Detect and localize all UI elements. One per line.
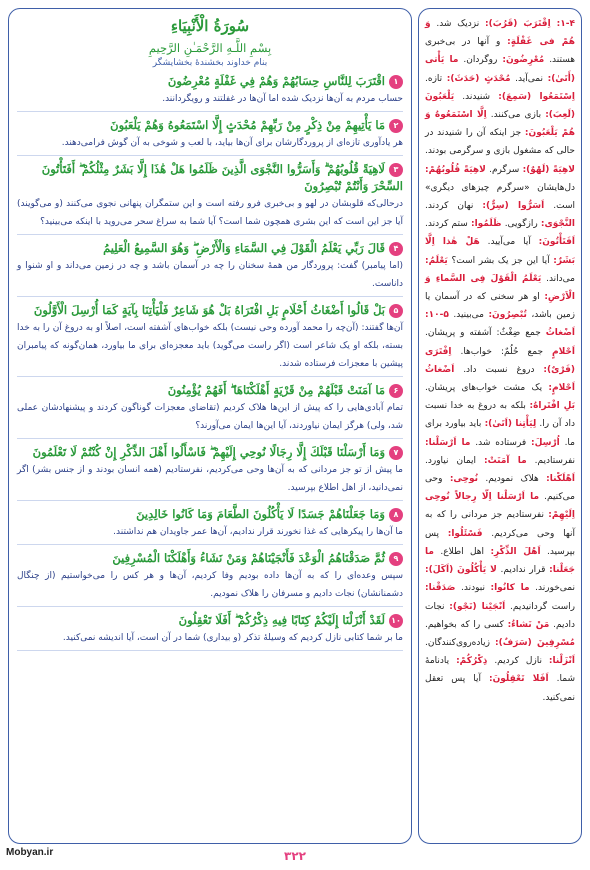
vocab-meaning: پس بپرسید. [425,528,575,557]
vocab-meaning: تازه. [425,73,447,84]
vocab-meaning: زیاده‌روی‌کنندگان. [425,637,495,648]
vocab-meaning: جز اینکه آن را شنیدند در حالی که مشغول بازی و سرگرمی بودند. [425,128,575,157]
vocab-meaning: یادنامهٔ شما. [425,656,575,685]
verse-translation: درحالی‌که قلوبشان در لهو و بی‌خبری فرو رفته است و این ستمگران پنهانی نجوی می‌کنند (و می‌گویند) آیا جز این است که این بشری همچون شما است؟ آیا شما به سراغ سحر می‌روید با اینکه می‌بینید؟ [17,199,403,227]
vocab-meaning: نجات دادیم. [425,601,575,630]
vocab-keyword: ۵-۱۰: اَضْغاثُ [425,310,575,339]
vocab-keyword: النَّجْوَی: [540,219,575,230]
vocab-meaning: نفرستادیم جز مردانی را که به آنها وحی می‌کردیم. [425,510,576,539]
verse-arabic-text: وَمَا أَرْسَلْنَا قَبْلَكَ إِلَّا رِجَالًا نُوحِي إِلَيْهِمْ ۖ فَاسْأَلُوا أَهْلَ الذِّكْرِ إِنْ كُنْتُمْ لَا تَعْلَمُونَ [32,445,385,459]
verse-list [17,73,403,651]
vocab-keyword: ذِكْرُكُمْ: [456,656,488,667]
verse-arabic [17,73,403,90]
verse-arabic [17,117,403,134]
vocab-keyword: ما كانُوا: [490,583,530,594]
basmala: بِسْمِ اللَّـهِ الرَّحْمَـٰنِ الرَّحِيمِ [148,41,272,55]
basmala-translation: بنام خداوند بخشندۀ بخشایشگر [152,58,268,68]
quran-text-panel [8,8,412,844]
vocab-keyword: مُعْرِضُونَ: [502,55,545,66]
vocab-meaning: نازل کردیم. [487,656,549,667]
vocabulary-panel [418,8,582,844]
verse-arabic-text: وَمَا جَعَلْنَاهُمْ جَسَدًا لَا يَأْكُلُونَ الطَّعَامَ وَمَا كَانُوا خَالِدِينَ [136,507,385,521]
vocab-keyword: اَهْلَ الذِّكْرِ: [490,546,541,557]
verse-translation: تمام آبادی‌هایی را که پیش از این‌ها هلاک کردیم (تقاضای معجزات گوناگون کردند و پیشنهادشان عملی شد، ولی) هرگز ایمان نیاوردند، آیا این‌ها ایمان می‌آورند؟ [17,403,403,431]
verse [17,550,403,607]
verse-arabic-text: مَا آمَنَتْ قَبْلَهُمْ مِنْ قَرْيَةٍ أَهْلَكْنَاهَا ۖ أَفَهُمْ يُؤْمِنُونَ [167,383,385,397]
verse-number-badge: ۲ [389,119,403,133]
verse-divider [17,376,403,377]
vocab-meaning: جمع حُلُمٌ: خواب‌ها. [451,346,552,357]
verse-number-badge: ۱ [389,75,403,89]
vocab-keyword: اِلَّا اسْتَمَعُوهُ وَ هُمْ یَلْعَبُونَ: [425,110,575,139]
vocab-meaning: نبودند. [455,583,491,594]
verse-arabic [17,302,403,319]
vocab-keyword: نُوحِی: [449,474,479,485]
vocab-keyword: یَلْعَبُونَ (لَعِبَ): [425,91,575,121]
site-brand: Mobyan.ir [6,847,54,858]
vocab-keyword: هَلْ هٰذا اِلَّا بَشَرٌ: [425,237,575,266]
vocab-keyword: اَهْلَكْنا: [546,474,575,485]
vocab-meaning: دروغ نسبت داد. [454,364,544,375]
vocab-keyword: ما اَرْسَلْنا: [425,437,471,448]
vocab-meaning: می‌داند. [541,273,576,284]
vocab-keyword: لِیَأْتِنا (اَتَیٰ): [484,419,537,430]
vocab-meaning: فرستاده شد. [470,437,532,448]
vocab-keyword: اَضْغاثُ اَحْلامٍ: [425,364,575,394]
vocab-meaning: آیا این جز یک بشر است؟ [447,255,554,266]
vocab-keyword: فَسْئَلُوا: [447,528,483,539]
vocab-meaning: شنیدند. [454,91,499,102]
verse-number-badge: ۶ [389,384,403,398]
verse-translation: آن‌ها گفتند: (آن‌چه را محمد آورده وحی نیست) بلکه خواب‌های آشفته است، اصلاً او به دروغ آن را به خدا بسته، بلکه او یک شاعر است (اگر راست می‌گوید) باید معجزه‌ای برای ما بیاورد، همان‌گونه که پیامبران پیشین با معجزات فرستاده شدند. [17,323,403,369]
vocab-meaning: یک مشت خواب‌های پریشان. [425,383,549,394]
vocab-keyword: صَدَقْنا: [425,583,456,594]
vocab-meaning: روگردان. [458,55,503,66]
vocab-keyword: اُرْسِلَ: [531,437,560,448]
vocab-keyword: مُسْرِفِینَ (سَرَفٌ): [495,637,575,648]
verse-arabic [17,550,403,567]
verse-translation: هر یادآوری تازه‌ای از پروردگارشان برای آن‌ها بیاید، با لعب و شوخی به آن گوش فرامی‌دهند. [61,138,403,148]
vocab-keyword: ظَلَمُوا: [470,219,502,230]
verse-translation: حساب مردم به آن‌ها نزدیک شده اما آن‌ها در غفلتند و رویگردانند. [162,94,403,104]
vocab-meaning: و آنها در بی‌خبری هستند. [425,37,575,66]
vocab-keyword: ما آمَنَتْ: [484,455,527,466]
verse-arabic-text: لَاهِيَةً قُلُوبُهُمْ ۗ وَأَسَرُّوا النَّجْوَى الَّذِينَ ظَلَمُوا هَلْ هَٰذَا إِلَّا بَشَرٌ مِثْلُكُمْ ۖ أَفَتَأْتُونَ السِّحْرَ وَأَنْتُمْ تُبْصِرُونَ [41,162,403,193]
verse-number-badge: ۷ [389,446,403,460]
vocab-keyword: ۱-۴: اِقْتَرَبَ (قَرُبَ): [484,19,575,29]
vocab-meaning: اهل اطلاع. [433,546,491,557]
vocab-keyword: تُبْصِرُونَ: [488,310,527,321]
verse-arabic-text: مَا يَأْتِيهِمْ مِنْ ذِكْرٍ مِنْ رَبِّهِمْ مُحْدَثٍ إِلَّا اسْتَمَعُوهُ وَهُمْ يَلْعَبُونَ [110,118,385,132]
vocab-keyword: لا یَأْكُلُونَ (اَكَلَ): [425,565,497,576]
verse [17,161,403,235]
verse-arabic [17,444,403,461]
page-number: ۳۲۲ [284,849,306,863]
vocab-keyword: ما یَأْتی (أَتَیٰ): [425,55,575,84]
verse-arabic [17,506,403,523]
vocab-keyword: یَعْلَمُ: [425,255,448,266]
vocab-keyword: اَحْلامٍ [551,346,575,357]
vocab-keyword: اَسَرُّوا (سِرٌّ): [482,201,545,212]
verse-number-badge: ۳ [389,163,403,177]
verse-number-badge: ۹ [389,552,403,566]
vocab-meaning: وحی می‌کنیم. [425,474,575,503]
verse-divider [17,650,403,651]
vocab-meaning: کسی را که بخواهیم. [425,619,508,630]
verse-translation: ما بر شما کتابی نازل کردیم که وسیلهٔ تذکر (و بیداری) شما در آن است، آیا اندیشه نمی‌کنید. [62,633,403,643]
sura-title: سُورَةُ الْأَنْبِيَاءِ [170,17,250,35]
verse-arabic-text: لَقَدْ أَنْزَلْنَا إِلَيْكُمْ كِتَابًا فِيهِ ذِكْرُكُمْ ۖ أَفَلَا تَعْقِلُونَ [178,613,385,627]
verse-arabic [17,161,403,195]
vocab-meaning: نزدیک شد. [430,19,485,29]
verse-divider [17,606,403,607]
verse-translation: ما آن‌ها را پیکرهایی که غذا نخورند قرار ندادیم، آن‌ها عمر جاویدان هم نداشتند. [113,527,403,537]
vocab-meaning: نفرستادیم. [526,455,576,466]
vocab-keyword: اِفْتَرَی (فَرْیٌ): [425,346,575,375]
verse-arabic [17,382,403,399]
vocab-meaning: دل‌هایشان «سرگرم چیزهای دیگری» است. [425,182,575,212]
vocab-keyword: ما اَرْسَلْنا اِلّا رِجالاً نُوحِی اِلَیْهِمْ: [425,492,575,521]
verse [17,382,403,439]
vocab-meaning: بلکه به دروغ به خدا نسبت داد آن را. [425,401,575,430]
verse-divider [17,500,403,501]
vocab-meaning: سرگرم. [485,164,523,175]
vocabulary-text [425,15,575,707]
vocab-meaning: نمی‌خورند. [529,583,575,594]
vocab-meaning: نمی‌آید. [510,73,548,84]
verse-arabic [17,240,403,257]
vocab-keyword: اَنْزَلْنا: [548,656,575,667]
verse-translation: ما پیش از تو جز مردانی که به آن‌ها وحی می‌کردیم، نفرستادیم (همه انسان بودند و از جنس بشر) اگر نمی‌دانید، از اهل اطلاع بپرسید. [17,465,403,493]
vocab-meaning: قرار ندادیم. [496,565,550,576]
vocab-keyword: اَفَلا تَعْقِلُونَ: [488,674,549,685]
vocab-meaning: ستم کردند. [425,219,471,230]
verse [17,117,403,156]
verse-translation: سپس وعده‌ای را که به آن‌ها داده بودیم وفا کردیم، آن‌ها و هر کس را می‌خواستیم (از چنگال دشمنانشان) نجات دادیم و مسرفان را هلاک نمودیم. [17,571,403,599]
verse [17,240,403,297]
vocab-keyword: مُحْدَثٍ (حَدَثَ): [446,73,511,84]
vocab-keyword: اِسْتَمَعُوا (سَمِعَ): [498,91,575,102]
vocab-meaning: راست گردانیدیم. [505,601,575,612]
vocab-keyword: یَعْلَمُ الْقَوْلَ فِی السَّماءِ وَ الْاَرْضِ: [425,273,575,303]
vocab-meaning: آیا می‌آیید. [479,237,539,248]
verse [17,506,403,545]
verse-arabic-text: اقْتَرَبَ لِلنَّاسِ حِسَابُهُمْ وَهُمْ فِي غَفْلَةٍ مُعْرِضُونَ [167,74,385,88]
verse-translation: (اما پیامبر) گفت: پروردگار من همهٔ سخنان را چه در آسمان باشد و چه در زمین می‌داند و او شنوا و داناست. [17,261,403,289]
vocab-meaning: می‌بینید. [448,310,489,321]
verse-arabic-text: بَلْ قَالُوا أَضْغَاثُ أَحْلَامٍ بَلِ افْتَرَاهُ بَلْ هُوَ شَاعِرٌ فَلْيَأْتِنَا بِآيَةٍ كَمَا أُرْسِلَ الْأَوَّلُونَ [33,303,385,317]
vocab-keyword: اَنْجَیْنا (نَجْو): [449,601,506,612]
vocab-meaning: باید بیاورد برای ما. [425,419,575,448]
vocab-keyword: اَفَتَأْتُونَ: [538,237,575,248]
verse-arabic-text: قَالَ رَبِّي يَعْلَمُ الْقَوْلَ فِي السَّمَاءِ وَالْأَرْضِ ۖ وَهُوَ السَّمِيعُ الْعَلِيمُ [103,241,385,255]
vocab-keyword: لاهِیَةً قُلُوبُهُمْ: [425,164,486,175]
vocab-meaning: جمع ضِغْثٌ: آشفته و پریشان. [425,328,546,339]
vocab-meaning: او هر سخنی که در آسمان یا زمین باشد، [425,292,576,321]
verse-number-badge: ۸ [389,508,403,522]
vocab-keyword: ما جَعَلْنا: [425,546,576,576]
verse-divider [17,111,403,112]
verse-arabic [17,612,403,629]
verse-divider [17,155,403,156]
verse [17,73,403,112]
verse [17,302,403,377]
verse [17,612,403,651]
vocab-meaning: ایمان نیاورد. [425,455,485,466]
verse-number-badge: ۴ [389,242,403,256]
vocab-keyword: بَلِ افْتَراهُ: [529,401,575,412]
vocab-keyword: لاهِیَةً (لَهْوٌ): [522,164,575,175]
vocab-keyword: وَ هُمْ فی غَفْلَةٍ: [425,19,576,48]
vocab-meaning: نهان کردند. [425,201,483,212]
verse [17,444,403,501]
verse-divider [17,234,403,235]
vocab-meaning: آیا پس تعقل نمی‌کنید. [425,674,575,703]
verse-number-badge: ۱۰ [389,614,403,628]
verse-arabic-text: ثُمَّ صَدَقْنَاهُمُ الْوَعْدَ فَأَنْجَيْنَاهُمْ وَمَنْ نَشَاءُ وَأَهْلَكْنَا الْمُسْرِفِينَ [112,551,385,565]
verse-divider [17,296,403,297]
verse-divider [17,544,403,545]
vocab-meaning: بازی می‌کنند. [486,110,546,121]
verse-divider [17,438,403,439]
verse-number-badge: ۵ [389,304,403,318]
vocab-meaning: رازگویی. [501,219,541,230]
vocab-keyword: مَنْ نَشاءُ: [507,619,550,630]
vocab-meaning: هلاک نمودیم. [478,474,547,485]
